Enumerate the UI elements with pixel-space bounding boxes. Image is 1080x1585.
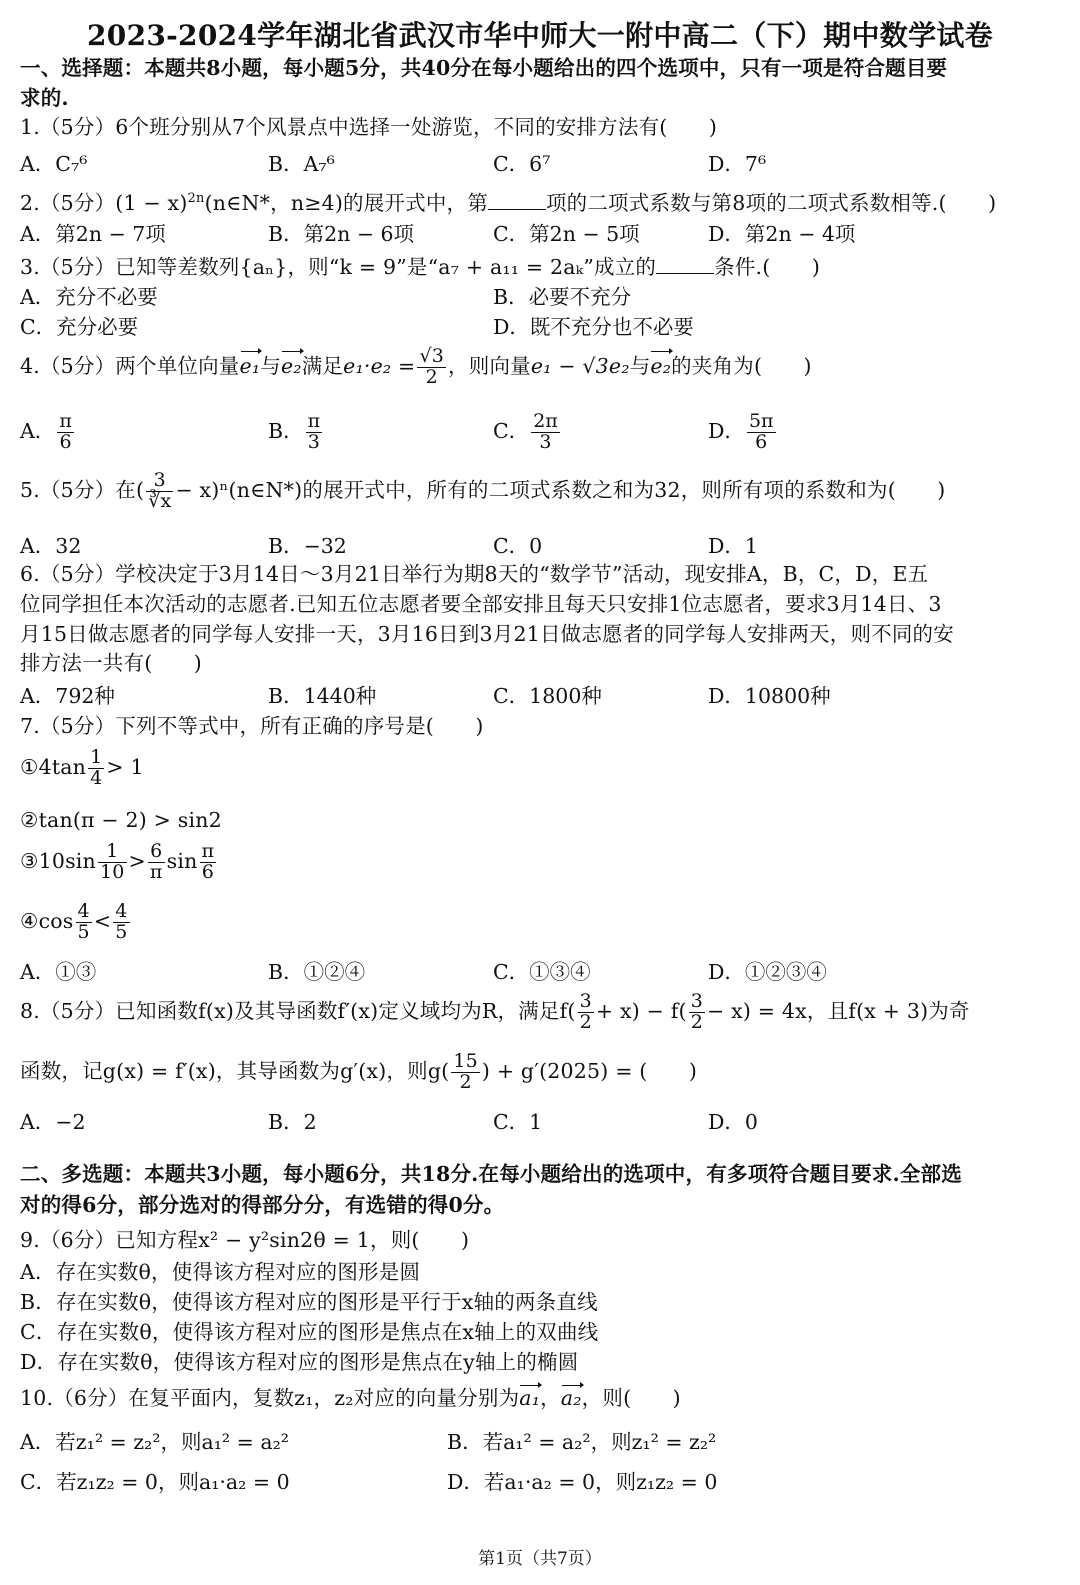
q4-stem-b: 与 [260, 353, 281, 378]
q7-item3-frac3 [200, 842, 217, 883]
q8-l1-d2: 2 [690, 1010, 704, 1033]
q8-line1 [20, 992, 970, 1033]
q1-stem: 1.（5分）6个班分别从7个风景点中选择一处游览，不同的安排方法有( ) [20, 115, 718, 139]
q3-stem [20, 255, 820, 278]
section1-heading-line1: 一、选择题：本题共8小题，每小题5分，共40分在每小题给出的四个选项中，只有一项是符合题目要 [20, 56, 948, 80]
q8-l1-a: 8.（5分）已知函数f(x)及其导函数f′(x)定义域均为R，满足f( [20, 998, 576, 1023]
q4-vec-e2: e₂ [280, 353, 302, 378]
q4-option-b-label: B． [268, 418, 304, 443]
q6-line1: 6.（5分）学校决定于3月14日～3月21日举行为期8天的“数学节”活动，现安排A，B，C，D，E五 [20, 562, 929, 586]
q8-l1-n2: 3 [690, 990, 704, 1012]
q8-l2-b: ) + g′(2025) = ( ) [481, 1058, 698, 1083]
q8-l1-b: + x) − f( [595, 998, 687, 1023]
q4-c-den: 3 [539, 430, 552, 453]
section1-heading-line2: 求的. [20, 86, 69, 110]
q7-i4-num2: 4 [115, 900, 128, 922]
q4-option-c-label: C． [493, 418, 530, 443]
q2-stem-sup: 2n [187, 191, 205, 207]
q2-option-d: D．第2n − 4项 [708, 222, 856, 246]
q4-option-a [20, 412, 76, 453]
page-footer: 第1页（共7页） [478, 1549, 602, 1569]
q7-item4-b: < [93, 908, 112, 933]
q8-option-b: B．2 [268, 1110, 317, 1134]
q2-blank [488, 191, 546, 210]
q3-option-b: B．必要不充分 [493, 285, 632, 309]
q7-option-d: D．①②③④ [708, 960, 827, 984]
q7-item1-b: > 1 [106, 754, 144, 779]
section2-heading-line1: 二、多选题：本题共3小题，每小题6分，共18分.在每小题给出的选项中，有多项符合题目要求.全部选 [20, 1162, 962, 1186]
q4-d-den: 6 [755, 430, 768, 453]
q7-item1-fraction [88, 748, 104, 789]
q10-vec-a2: a₂ [560, 1386, 582, 1410]
q4-option-a-label: A． [20, 418, 56, 443]
exam-title: 2023-2024学年湖北省武汉市华中师大一附中高二（下）期中数学试卷 [87, 19, 993, 52]
q8-option-a: A．−2 [20, 1110, 86, 1134]
q10-stem-c: ，则( ) [581, 1386, 681, 1410]
q2-option-b: B．第2n − 6项 [268, 222, 415, 246]
q7-item3-frac1 [98, 842, 127, 883]
q7-item3-a: ③10sin [20, 848, 96, 873]
q4-option-c-fraction [531, 412, 560, 453]
q4-stem-d: ，则向量 [448, 353, 531, 378]
q7-i4-num1: 4 [77, 900, 90, 922]
q6-line3: 月15日做志愿者的同学每人安排一天，3月16日到3月21日做志愿者的同学每人安排两天，则不同的安 [20, 622, 954, 646]
q7-i1-num: 1 [90, 746, 103, 768]
q10-option-a: A．若z₁² = z₂²，则a₁² = a₂² [20, 1430, 290, 1454]
q4-c-num: 2π [533, 410, 558, 432]
q4-option-b [268, 412, 324, 453]
q5-frac-num: 3 [146, 471, 173, 492]
q5-option-b: B．−32 [268, 534, 347, 558]
q4-dot-product: e₁·e₂ = [343, 353, 416, 378]
q4-stem-f: 的夹角为( ) [671, 353, 812, 378]
q8-l1-frac1 [578, 992, 594, 1033]
q8-l1-frac2 [689, 992, 705, 1033]
q3-blank [656, 255, 714, 274]
q3-option-a: A．充分不必要 [20, 285, 158, 309]
q5-fraction [146, 471, 173, 512]
q2-stem-b: (n∈N*，n≥4)的展开式中，第 [204, 191, 488, 215]
q3-stem-a: 3.（5分）已知等差数列{aₙ}，则“k = 9”是“a₇ + a₁₁ = 2aₖ”成立的 [20, 255, 657, 279]
q3-option-d: D．既不充分也不必要 [493, 315, 694, 339]
q4-vec-e2-b: e₂ [650, 353, 672, 378]
q1-option-c: C．6⁷ [493, 152, 551, 176]
q7-i1-den: 4 [90, 766, 103, 789]
q5-option-a: A．32 [20, 534, 82, 558]
q8-l1-n1: 3 [579, 990, 592, 1012]
q4-option-d-label: D． [708, 418, 745, 443]
q9-option-c: C．存在实数θ，使得该方程对应的图形是焦点在x轴上的双曲线 [20, 1320, 599, 1344]
section2-heading-line2: 对的得6分，部分选对的得部分分，有选错的得0分。 [20, 1193, 505, 1217]
q8-l2-n: 15 [453, 1050, 478, 1072]
q4-a-num: π [59, 410, 72, 432]
q7-item2: ②tan(π − 2) > sin2 [20, 808, 222, 832]
q7-option-b: B．①②④ [268, 960, 366, 984]
q7-item3-c: sin [166, 848, 198, 873]
q4-option-d-fraction [747, 412, 776, 453]
q4-option-c [493, 412, 562, 453]
q8-option-c: C．1 [493, 1110, 543, 1134]
q4-option-b-fraction [306, 412, 323, 453]
q1-option-d: D．7⁶ [708, 152, 767, 176]
q9-option-b: B．存在实数θ，使得该方程对应的图形是平行于x轴的两条直线 [20, 1290, 598, 1314]
q7-i4-den2: 5 [115, 920, 128, 943]
q6-line4: 排方法一共有( ) [20, 651, 202, 675]
q4-b-num: π [307, 410, 321, 432]
q1-option-a: A．C₇⁶ [20, 152, 88, 176]
q10-stem-a: 10.（6分）在复平面内，复数z₁，z₂对应的向量分别为 [20, 1386, 520, 1410]
q7-item1-a: ①4tan [20, 754, 87, 779]
q7-item4 [20, 902, 132, 943]
q4-combo-vector: e₁ − √3e₂ [530, 353, 630, 378]
q7-option-c: C．①③④ [493, 960, 591, 984]
q4-stem-c: 满足 [301, 353, 344, 378]
q8-l1-c: − x) = 4x，且f(x + 3)为奇 [707, 998, 970, 1023]
q4-vec-e1: e₁ [239, 353, 261, 378]
q7-i3-den3: 6 [201, 860, 214, 883]
q7-i3-num1: 1 [98, 842, 127, 863]
q10-option-d: D．若a₁·a₂ = 0，则z₁z₂ = 0 [447, 1470, 718, 1494]
q6-option-d: D．10800种 [708, 684, 831, 708]
q5-option-d: D．1 [708, 534, 758, 558]
q7-i3-num3: π [201, 840, 215, 862]
q7-item4-frac2 [113, 902, 129, 943]
q4-d-num: 5π [748, 410, 774, 432]
q5-stem [20, 471, 946, 512]
q4-option-d [708, 412, 778, 453]
q10-option-b: B．若a₁² = a₂²，则z₁² = z₂² [447, 1430, 717, 1454]
q7-item4-frac1 [76, 902, 92, 943]
q6-option-a: A．792种 [20, 684, 115, 708]
q7-option-a: A．①③ [20, 960, 97, 984]
q6-option-c: C．1800种 [493, 684, 602, 708]
q8-l2-d: 2 [459, 1070, 472, 1093]
q9-option-a: A．存在实数θ，使得该方程对应的图形是圆 [20, 1260, 421, 1284]
q1-option-b: B．A₇⁶ [268, 152, 335, 176]
q5-frac-den: ∛x [148, 489, 172, 512]
q10-option-c: C．若z₁z₂ = 0，则a₁·a₂ = 0 [20, 1470, 290, 1494]
q7-item3 [20, 842, 218, 883]
q10-stem-b: ， [540, 1386, 561, 1410]
q7-item1 [20, 748, 144, 789]
q8-l2-frac [451, 1052, 480, 1093]
q4-frac-num: √3 [419, 345, 445, 367]
q5-stem-b: − x)ⁿ(n∈N*)的展开式中，所有的二项式系数之和为32，则所有项的系数和为( ) [175, 477, 946, 502]
q2-stem-c: 项的二项式系数与第8项的二项式系数相等.( ) [545, 191, 997, 215]
q4-fraction [417, 347, 446, 388]
q4-a-den: 6 [59, 430, 72, 453]
q7-i3-num2: 6 [148, 842, 165, 863]
q7-item4-a: ④cos [20, 908, 74, 933]
q5-option-c: C．0 [493, 534, 543, 558]
q7-item3-b: > [128, 848, 146, 873]
q2-stem-a: 2.（5分）(1 − x) [20, 191, 188, 215]
q8-option-d: D．0 [708, 1110, 758, 1134]
q8-line2 [20, 1052, 697, 1093]
q8-l2-a: 函数，记g(x) = f′(x)，其导函数为g′(x)，则g( [20, 1058, 450, 1083]
q7-stem: 7.（5分）下列不等式中，所有正确的序号是( ) [20, 714, 484, 738]
q7-i3-den1: 10 [99, 860, 125, 883]
q4-stem-e: 与 [629, 353, 651, 378]
q2-option-a: A．第2n − 7项 [20, 222, 166, 246]
q7-i3-den2: π [149, 860, 163, 883]
q6-option-b: B．1440种 [268, 684, 377, 708]
q7-item3-frac2 [148, 842, 165, 883]
q4-stem-a: 4.（5分）两个单位向量 [20, 353, 240, 378]
q4-option-a-fraction [57, 412, 74, 453]
q4-stem [20, 347, 812, 388]
q2-stem [20, 191, 996, 214]
q9-option-d: D．存在实数θ，使得该方程对应的图形是焦点在y轴上的椭圆 [20, 1350, 579, 1374]
q7-i4-den1: 5 [77, 920, 90, 943]
q6-line2: 位同学担任本次活动的志愿者.已知五位志愿者要全部安排且每天只安排1位志愿者，要求3月14日、3 [20, 592, 942, 616]
q5-stem-a: 5.（5分）在( [20, 477, 145, 502]
q10-vec-a1: a₁ [519, 1386, 541, 1410]
q8-l1-d1: 2 [579, 1010, 592, 1033]
q3-option-c: C．充分必要 [20, 315, 139, 339]
q4-frac-den: 2 [425, 365, 438, 388]
q2-option-c: C．第2n − 5项 [493, 222, 640, 246]
q4-b-den: 3 [307, 430, 320, 453]
q3-stem-b: 条件.( ) [714, 255, 821, 279]
q10-stem [20, 1388, 681, 1409]
q9-stem: 9.（6分）已知方程x² − y²sin2θ = 1，则( ) [20, 1228, 470, 1252]
